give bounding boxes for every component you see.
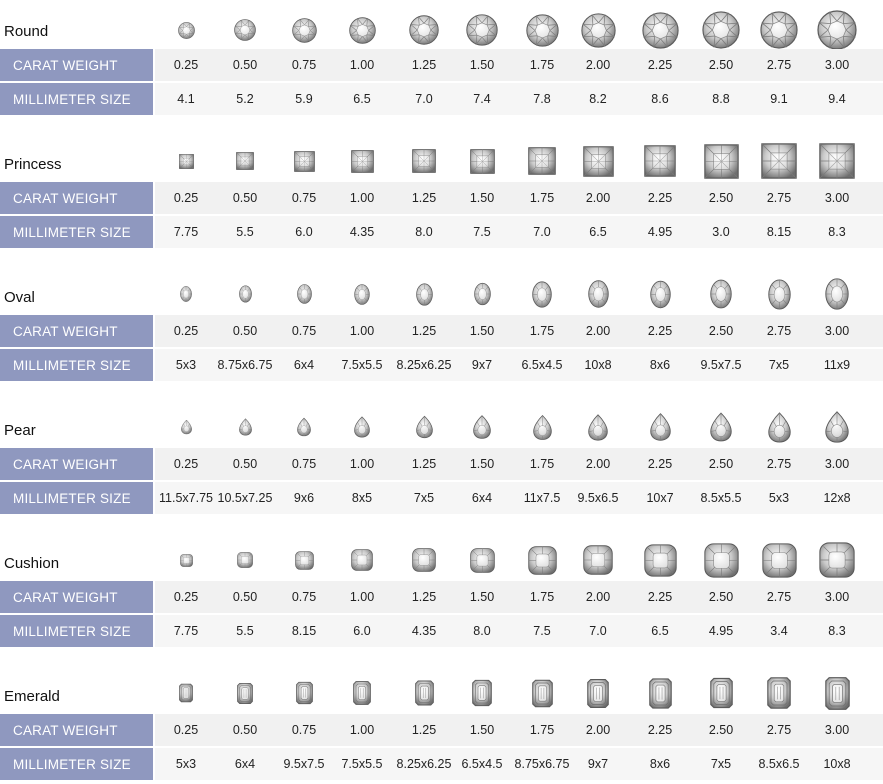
millimeter-size-label: MILLIMETER SIZE — [0, 349, 153, 381]
carat-value: 1.00 — [349, 191, 375, 205]
princess-diamond-icon — [179, 154, 194, 169]
millimeter-size-row — [0, 349, 883, 381]
value-cells — [155, 49, 883, 81]
carat-value: 0.75 — [291, 191, 317, 205]
carat-value: 2.00 — [585, 324, 611, 338]
carat-value: 3.00 — [824, 457, 850, 471]
carat-value: 2.00 — [585, 58, 611, 72]
value-cells — [155, 448, 883, 480]
carat-weight-label: CARAT WEIGHT — [0, 182, 153, 214]
mm-value: 4.35 — [349, 225, 375, 239]
millimeter-size-label: MILLIMETER SIZE — [0, 615, 153, 647]
pear-diamond-icon — [710, 411, 732, 443]
carat-value: 1.25 — [411, 324, 437, 338]
carat-value: 1.00 — [349, 723, 375, 737]
mm-value: 9.5x6.5 — [577, 491, 619, 505]
emerald-diamond-icon — [825, 675, 850, 712]
princess-diamond-icon — [819, 143, 855, 179]
oval-diamond-icon — [416, 283, 433, 306]
mm-value: 8.75x6.75 — [514, 757, 570, 771]
emerald-diamond-icon — [587, 677, 609, 710]
mm-value: 8.25x6.25 — [396, 757, 452, 771]
carat-value: 0.25 — [173, 58, 199, 72]
carat-value: 2.75 — [766, 58, 792, 72]
pear-diamond-icon — [825, 410, 849, 444]
carat-value: 0.25 — [173, 723, 199, 737]
mm-value: 7.0 — [415, 92, 433, 106]
carat-value: 0.50 — [232, 457, 258, 471]
carat-value: 2.75 — [766, 723, 792, 737]
princess-diamond-icon — [761, 143, 797, 179]
carat-value: 2.25 — [647, 723, 673, 737]
carat-value: 1.50 — [469, 324, 495, 338]
carat-value: 1.75 — [529, 723, 555, 737]
oval-diamond-icon — [588, 280, 609, 308]
mm-value: 7.0 — [533, 225, 551, 239]
round-diamond-icon — [702, 11, 740, 49]
carat-weight-label: CARAT WEIGHT — [0, 448, 153, 480]
carat-value: 1.75 — [529, 191, 555, 205]
mm-value: 8.0 — [473, 624, 491, 638]
cushion-diamond-icon — [762, 543, 797, 578]
value-cells — [155, 714, 883, 746]
section-oval — [0, 266, 883, 381]
mm-value: 7.8 — [533, 92, 551, 106]
carat-value: 1.50 — [469, 723, 495, 737]
carat-value: 1.25 — [411, 723, 437, 737]
mm-value: 7.5 — [533, 624, 551, 638]
carat-weight-label: CARAT WEIGHT — [0, 714, 153, 746]
shape-title: Emerald — [4, 688, 60, 705]
round-diamond-icon — [817, 10, 857, 50]
carat-value: 2.25 — [647, 191, 673, 205]
carat-value: 0.50 — [232, 324, 258, 338]
mm-value: 8x6 — [649, 358, 671, 372]
emerald-diamond-icon — [532, 678, 553, 709]
emerald-diamond-icon — [353, 680, 371, 706]
princess-diamond-icon — [704, 144, 739, 179]
mm-value: 8.3 — [828, 624, 846, 638]
millimeter-size-label: MILLIMETER SIZE — [0, 216, 153, 248]
carat-value: 0.50 — [232, 191, 258, 205]
cushion-diamond-icon — [295, 551, 314, 570]
mm-value: 5.2 — [236, 92, 254, 106]
carat-value: 2.25 — [647, 58, 673, 72]
mm-value: 9x6 — [293, 491, 315, 505]
mm-value: 6x4 — [293, 358, 315, 372]
mm-value: 8.2 — [589, 92, 607, 106]
carat-weight-row — [0, 49, 883, 81]
round-diamond-icon — [760, 11, 798, 49]
pear-diamond-icon — [588, 413, 608, 442]
shape-title: Oval — [4, 289, 35, 306]
carat-value: 1.25 — [411, 58, 437, 72]
value-cells — [155, 615, 883, 647]
section-round — [0, 0, 883, 115]
mm-value: 6x4 — [234, 757, 256, 771]
princess-diamond-icon — [644, 145, 676, 177]
pear-diamond-icon — [533, 414, 552, 441]
value-cells — [155, 182, 883, 214]
mm-value: 7.75 — [173, 225, 199, 239]
millimeter-size-row — [0, 216, 883, 248]
carat-value: 2.50 — [708, 58, 734, 72]
carat-value: 3.00 — [824, 324, 850, 338]
mm-value: 4.1 — [177, 92, 195, 106]
carat-value: 1.75 — [529, 590, 555, 604]
mm-value: 9x7 — [471, 358, 493, 372]
emerald-diamond-icon — [415, 679, 434, 707]
mm-value: 10x8 — [584, 358, 612, 372]
carat-value: 1.00 — [349, 457, 375, 471]
carat-value: 1.00 — [349, 590, 375, 604]
cushion-diamond-icon — [704, 543, 739, 578]
carat-value: 2.25 — [647, 324, 673, 338]
millimeter-size-label: MILLIMETER SIZE — [0, 748, 153, 780]
carat-value: 3.00 — [824, 191, 850, 205]
oval-diamond-icon — [710, 279, 732, 309]
carat-value: 3.00 — [824, 723, 850, 737]
mm-value: 11x9 — [823, 358, 851, 372]
section-princess — [0, 133, 883, 248]
value-cells — [155, 315, 883, 347]
carat-value: 1.00 — [349, 58, 375, 72]
mm-value: 8.6 — [651, 92, 669, 106]
mm-value: 9.5x7.5 — [700, 358, 742, 372]
millimeter-size-label: MILLIMETER SIZE — [0, 482, 153, 514]
carat-weight-label: CARAT WEIGHT — [0, 581, 153, 613]
carat-value: 2.75 — [766, 457, 792, 471]
oval-diamond-icon — [354, 284, 370, 305]
carat-value: 1.25 — [411, 191, 437, 205]
mm-value: 6.5 — [589, 225, 607, 239]
cushion-diamond-icon — [412, 548, 436, 572]
carat-value: 2.25 — [647, 590, 673, 604]
carat-value: 1.00 — [349, 324, 375, 338]
mm-value: 6.0 — [295, 225, 313, 239]
mm-value: 8x6 — [649, 757, 671, 771]
princess-diamond-icon — [528, 147, 556, 175]
oval-diamond-icon — [532, 281, 552, 308]
cushion-diamond-icon — [819, 542, 855, 578]
oval-diamond-icon — [768, 279, 791, 310]
round-diamond-icon — [349, 17, 376, 44]
mm-value: 10x7 — [646, 491, 674, 505]
carat-value: 2.00 — [585, 457, 611, 471]
mm-value: 7.5x5.5 — [341, 757, 383, 771]
millimeter-size-row — [0, 615, 883, 647]
mm-value: 7.4 — [473, 92, 491, 106]
carat-weight-row — [0, 714, 883, 746]
round-diamond-icon — [178, 22, 195, 39]
pear-diamond-icon — [297, 417, 311, 437]
princess-diamond-icon — [351, 150, 374, 173]
carat-value: 2.50 — [708, 191, 734, 205]
mm-value: 5x3 — [175, 757, 197, 771]
mm-value: 6.5x4.5 — [521, 358, 563, 372]
carat-value: 0.50 — [232, 723, 258, 737]
mm-value: 7.5 — [473, 225, 491, 239]
carat-value: 2.00 — [585, 723, 611, 737]
carat-value: 3.00 — [824, 590, 850, 604]
value-cells — [155, 482, 883, 514]
round-diamond-icon — [526, 14, 559, 47]
pear-diamond-icon — [416, 415, 433, 439]
carat-value: 0.75 — [291, 457, 317, 471]
carat-value: 2.50 — [708, 324, 734, 338]
mm-value: 6.5 — [651, 624, 669, 638]
carat-weight-row — [0, 581, 883, 613]
carat-value: 1.25 — [411, 590, 437, 604]
mm-value: 10x8 — [823, 757, 851, 771]
carat-value: 1.75 — [529, 457, 555, 471]
mm-value: 8x5 — [351, 491, 373, 505]
mm-value: 8.75x6.75 — [217, 358, 273, 372]
cushion-diamond-icon — [583, 545, 613, 575]
princess-diamond-icon — [470, 149, 495, 174]
round-diamond-icon — [466, 14, 498, 46]
carat-value: 0.25 — [173, 590, 199, 604]
mm-value: 11.5x7.75 — [159, 491, 213, 505]
pear-diamond-icon — [181, 419, 192, 435]
carat-value: 3.00 — [824, 58, 850, 72]
carat-weight-row — [0, 315, 883, 347]
cushion-diamond-icon — [470, 548, 495, 573]
mm-value: 7x5 — [768, 358, 790, 372]
value-cells — [155, 83, 883, 115]
carat-value: 0.75 — [291, 324, 317, 338]
mm-value: 8.15 — [291, 624, 317, 638]
cushion-diamond-icon — [644, 544, 677, 577]
carat-value: 2.25 — [647, 457, 673, 471]
mm-value: 11x7.5 — [523, 491, 561, 505]
carat-weight-label: CARAT WEIGHT — [0, 315, 153, 347]
cushion-diamond-icon — [237, 552, 253, 568]
carat-value: 0.25 — [173, 191, 199, 205]
value-cells — [155, 349, 883, 381]
mm-value: 8.5x5.5 — [700, 491, 742, 505]
mm-value: 6x4 — [471, 491, 493, 505]
princess-diamond-icon — [236, 152, 254, 170]
mm-value: 8.0 — [415, 225, 433, 239]
carat-value: 0.50 — [232, 590, 258, 604]
mm-value: 8.5x6.5 — [758, 757, 800, 771]
mm-value: 4.95 — [647, 225, 673, 239]
mm-value: 6.5 — [353, 92, 371, 106]
carat-value: 1.50 — [469, 58, 495, 72]
mm-value: 10.5x7.25 — [217, 491, 273, 505]
mm-value: 9x7 — [587, 757, 609, 771]
emerald-diamond-icon — [237, 682, 253, 705]
mm-value: 5x3 — [175, 358, 197, 372]
mm-value: 5.5 — [236, 624, 254, 638]
mm-value: 5.5 — [236, 225, 254, 239]
oval-diamond-icon — [474, 282, 491, 306]
pear-diamond-icon — [239, 418, 252, 436]
carat-value: 2.50 — [708, 457, 734, 471]
mm-value: 3.0 — [712, 225, 730, 239]
cushion-diamond-icon — [528, 546, 557, 575]
mm-value: 9.1 — [770, 92, 788, 106]
carat-value: 1.75 — [529, 324, 555, 338]
carat-weight-label: CARAT WEIGHT — [0, 49, 153, 81]
emerald-diamond-icon — [472, 678, 492, 708]
value-cells — [155, 216, 883, 248]
carat-weight-row — [0, 182, 883, 214]
mm-value: 8.8 — [712, 92, 730, 106]
carat-value: 2.00 — [585, 590, 611, 604]
princess-diamond-icon — [294, 151, 315, 172]
mm-value: 5.9 — [295, 92, 313, 106]
mm-value: 9.5x7.5 — [283, 757, 325, 771]
carat-value: 2.00 — [585, 191, 611, 205]
emerald-diamond-icon — [710, 676, 733, 710]
mm-value: 7x5 — [710, 757, 732, 771]
mm-value: 7.5x5.5 — [341, 358, 383, 372]
mm-value: 7.0 — [589, 624, 607, 638]
princess-diamond-icon — [583, 146, 614, 177]
round-diamond-icon — [234, 19, 256, 41]
princess-diamond-icon — [412, 149, 436, 173]
carat-value: 0.75 — [291, 723, 317, 737]
carat-value: 1.25 — [411, 457, 437, 471]
mm-value: 5x3 — [768, 491, 790, 505]
mm-value: 7.75 — [173, 624, 199, 638]
carat-value: 0.75 — [291, 58, 317, 72]
round-diamond-icon — [292, 18, 317, 43]
pear-diamond-icon — [650, 412, 671, 442]
mm-value: 8.25x6.25 — [396, 358, 452, 372]
mm-value: 6.0 — [353, 624, 371, 638]
carat-value: 0.75 — [291, 590, 317, 604]
emerald-diamond-icon — [649, 677, 672, 710]
millimeter-size-row — [0, 83, 883, 115]
mm-value: 4.95 — [708, 624, 734, 638]
carat-value: 1.50 — [469, 191, 495, 205]
pear-diamond-icon — [768, 411, 791, 444]
cushion-diamond-icon — [351, 549, 373, 571]
mm-value: 6.5x4.5 — [461, 757, 503, 771]
oval-diamond-icon — [650, 280, 671, 309]
mm-value: 4.35 — [411, 624, 437, 638]
emerald-diamond-icon — [767, 675, 791, 711]
carat-value: 2.50 — [708, 723, 734, 737]
mm-value: 7x5 — [413, 491, 435, 505]
cushion-diamond-icon — [180, 554, 193, 567]
value-cells — [155, 581, 883, 613]
carat-value: 0.50 — [232, 58, 258, 72]
mm-value: 9.4 — [828, 92, 846, 106]
carat-value: 1.50 — [469, 590, 495, 604]
oval-diamond-icon — [825, 278, 849, 310]
mm-value: 3.4 — [770, 624, 788, 638]
mm-value: 8.3 — [828, 225, 846, 239]
shape-title: Pear — [4, 422, 36, 439]
shape-title: Round — [4, 23, 49, 40]
carat-value: 0.25 — [173, 324, 199, 338]
carat-value: 2.75 — [766, 191, 792, 205]
shape-title: Princess — [4, 156, 62, 173]
millimeter-size-row — [0, 482, 883, 514]
mm-value: 12x8 — [823, 491, 851, 505]
carat-weight-row — [0, 448, 883, 480]
section-emerald — [0, 665, 883, 780]
mm-value: 8.15 — [766, 225, 792, 239]
section-cushion — [0, 532, 883, 647]
section-pear — [0, 399, 883, 514]
carat-value: 2.75 — [766, 324, 792, 338]
round-diamond-icon — [409, 15, 439, 45]
oval-diamond-icon — [239, 285, 252, 303]
carat-value: 2.75 — [766, 590, 792, 604]
emerald-diamond-icon — [179, 683, 193, 703]
carat-value: 2.50 — [708, 590, 734, 604]
value-cells — [155, 748, 883, 780]
pear-diamond-icon — [473, 414, 491, 440]
round-diamond-icon — [581, 13, 616, 48]
oval-diamond-icon — [297, 284, 312, 304]
carat-value: 1.50 — [469, 457, 495, 471]
pear-diamond-icon — [354, 416, 370, 438]
carat-value: 0.25 — [173, 457, 199, 471]
emerald-diamond-icon — [296, 681, 313, 705]
shape-title: Cushion — [4, 555, 60, 572]
millimeter-size-label: MILLIMETER SIZE — [0, 83, 153, 115]
carat-value: 1.75 — [529, 58, 555, 72]
millimeter-size-row — [0, 748, 883, 780]
round-diamond-icon — [642, 12, 679, 49]
oval-diamond-icon — [180, 286, 192, 302]
